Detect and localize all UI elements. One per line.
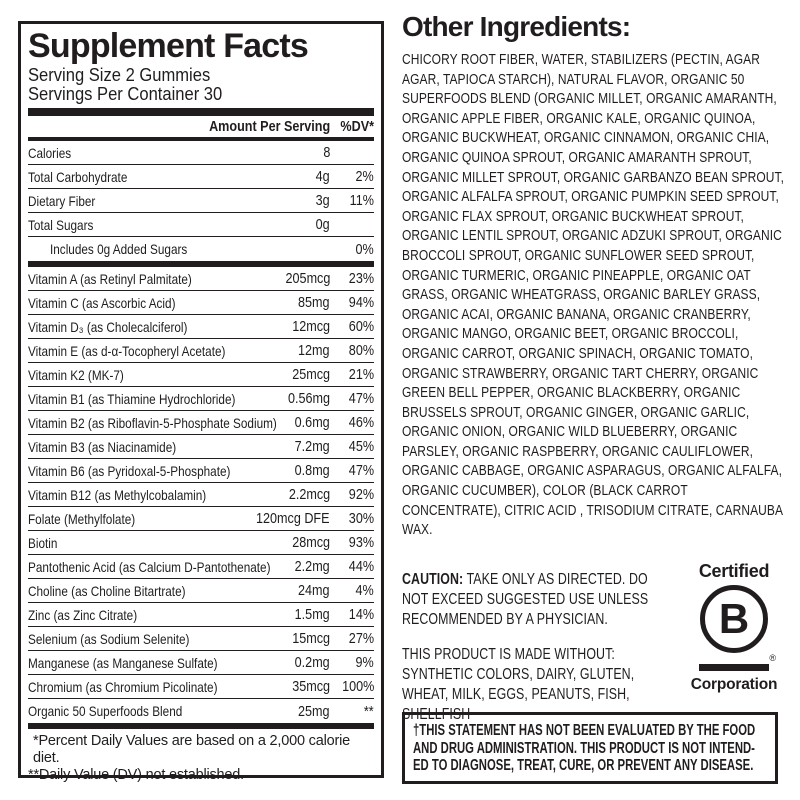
fda-disclaimer-line bbox=[413, 740, 767, 758]
nutrient-amount bbox=[238, 294, 330, 311]
nutrient-dv bbox=[330, 168, 374, 185]
nutrient-amount-text: 25mg bbox=[298, 702, 330, 720]
fda-disclaimer-line bbox=[413, 722, 767, 740]
nutrient-amount-text: 4g bbox=[315, 168, 330, 185]
nutrient-amount-text: 28mcg bbox=[292, 534, 330, 551]
nutrient-name-text: Vitamin C (as Ascorbic Acid) bbox=[28, 294, 176, 311]
nutrient-name bbox=[28, 679, 238, 695]
nutrient-amount-text: 0.2mg bbox=[294, 654, 330, 671]
nutrient-dv-text: 92% bbox=[348, 486, 374, 503]
bcorp-logo bbox=[690, 562, 778, 693]
nutrient-dv bbox=[330, 462, 374, 479]
nutrient-dv-text: 9% bbox=[355, 654, 374, 671]
nutrient-row bbox=[28, 189, 374, 213]
nutrient-amount bbox=[238, 534, 330, 551]
nutrient-name-text: Pantothenic Acid (as Calcium D-Pantothenate) bbox=[28, 558, 271, 575]
column-header-amount bbox=[28, 118, 330, 135]
nutrient-amount bbox=[238, 390, 330, 407]
nutrient-amount bbox=[238, 606, 330, 623]
nutrient-row bbox=[28, 213, 374, 237]
nutrient-amount bbox=[238, 192, 330, 209]
nutrient-dv-text: 27% bbox=[348, 630, 374, 647]
nutrient-name bbox=[28, 193, 238, 209]
nutrient-dv bbox=[330, 414, 374, 431]
nutrient-amount bbox=[238, 270, 330, 287]
nutrient-dv-text: 100% bbox=[341, 678, 374, 695]
ingredients-list: CHICORY ROOT FIBER, WATER, STABILIZERS (PECTIN, AGAR AGAR, TAPIOCA STARCH), NATURAL FLAVOR, ORGANIC 50 SUPERFOODS BLEND (ORGANIC MILLET, ORGANIC AMARANTH, ORGANIC APPLE FIBER, ORGANIC KALE, ORGANIC QUINOA, ORGANIC BUCKWHEAT, ORGANIC CINNAMON, ORGANIC CHIA, ORGANIC QUINOA SPROUT, ORGANIC AMARANTH SPROUT, ORGANIC MILLET SPROUT, ORGANIC GARBANZO BEAN SPROUT, ORGANIC ALFALFA SPROUT, ORGANIC PUMPKIN SEED SPROUT, ORGANIC FLAX SPROUT, ORGANIC BUCKWHEAT SPROUT, ORGANIC LENTIL SPROUT, ORGANIC ADZUKI SPROUT, ORGANIC BROCCOLI SPROUT, ORGANIC SUNFLOWER SEED SPROUT, ORGANIC TURMERIC, ORGANIC PINEAPPLE, ORGANIC OAT GRASS, ORGANIC WHEATGRASS, ORGANIC BARLEY GRASS, ORGANIC ACAI, ORGANIC BANANA, ORGANIC CRANBERRY, ORGANIC MANGO, ORGANIC BEET, ORGANIC BROCCOLI, ORGANIC CARROT, ORGANIC SPINACH, ORGANIC TOMATO, ORGANIC STRAWBERRY, ORGANIC TART CHERRY, ORGANIC GREEN BELL PEPPER, ORGANIC BLACKBERRY, ORGANIC BRUSSELS SPROUT, ORGANIC GINGER, ORGANIC GARLIC, ORGANIC ONION, ORGANIC WILD BLUEBERRY, ORGANIC PARSLEY, ORGANIC RASPBERRY, ORGANIC CAULIFLOWER, ORGANIC CABBAGE, ORGANIC ASPARAGUS, ORGANIC ALFALFA, ORGANIC CUCUMBER), COLOR (BLACK CARROT CONCENTRATE), CITRIC ACID , TRISODIUM CITRATE, CARNAUBA WAX. bbox=[402, 51, 785, 539]
nutrient-dv-text: 2% bbox=[355, 168, 374, 185]
fda-disclaimer-box bbox=[402, 712, 778, 784]
servings-per-container-text: Servings Per Container 30 bbox=[28, 83, 223, 104]
caution-label: CAUTION: bbox=[402, 571, 464, 588]
nutrient-amount bbox=[238, 462, 330, 479]
nutrient-dv-text: 47% bbox=[348, 390, 374, 407]
nutrient-name-text: Vitamin K2 (MK-7) bbox=[28, 366, 124, 383]
nutrient-name-text: Zinc (as Zinc Citrate) bbox=[28, 606, 138, 623]
nutrient-amount bbox=[238, 678, 330, 695]
nutrient-name bbox=[28, 487, 238, 503]
nutrient-dv bbox=[330, 486, 374, 503]
nutrient-name-text: Vitamin D₃ (as Cholecalciferol) bbox=[28, 318, 188, 335]
nutrient-name bbox=[28, 217, 238, 233]
nutrient-dv bbox=[330, 654, 374, 671]
nutrient-name-text: Vitamin B6 (as Pyridoxal-5-Phosphate) bbox=[28, 462, 231, 479]
serving-size bbox=[28, 66, 374, 85]
nutrient-row bbox=[28, 651, 374, 675]
nutrient-amount-text: 2.2mcg bbox=[288, 486, 330, 503]
nutrient-row bbox=[28, 675, 374, 699]
nutrient-row bbox=[28, 507, 374, 531]
nutrient-dv-text: 44% bbox=[348, 558, 374, 575]
nutrient-dv bbox=[330, 366, 374, 383]
nutrient-name bbox=[28, 241, 238, 257]
other-ingredients-title: Other Ingredients: bbox=[402, 11, 631, 42]
nutrient-row bbox=[28, 267, 374, 291]
nutrient-dv-text: 30% bbox=[348, 510, 374, 527]
column-header-dv bbox=[330, 118, 374, 135]
nutrient-amount bbox=[238, 144, 330, 161]
nutrient-dv-text: 47% bbox=[348, 462, 374, 479]
nutrient-dv-text: 94% bbox=[348, 294, 374, 311]
nutrient-name-text: Vitamin B1 (as Thiamine Hydrochloride) bbox=[28, 390, 236, 407]
nutrient-amount-text: 24mg bbox=[298, 582, 330, 599]
nutrient-dv bbox=[330, 390, 374, 407]
servings-per-container bbox=[28, 85, 374, 104]
nutrient-amount bbox=[238, 630, 330, 647]
nutrient-amount-text: 1.5mg bbox=[294, 606, 330, 623]
nutrient-name bbox=[28, 414, 277, 431]
nutrient-amount bbox=[238, 654, 330, 671]
nutrient-dv bbox=[330, 192, 374, 209]
footnote-percent-dv: *Percent Daily Values are based on a 2,000 calorie diet. bbox=[33, 733, 350, 766]
nutrient-row bbox=[28, 141, 374, 165]
nutrient-dv bbox=[330, 558, 374, 575]
nutrient-amount-text: 120mcg DFE bbox=[256, 510, 330, 527]
nutrient-name-text: Chromium (as Chromium Picolinate) bbox=[28, 678, 218, 695]
nutrient-name-text: Dietary Fiber bbox=[28, 192, 96, 209]
nutrient-amount-text: 7.2mg bbox=[294, 438, 330, 455]
nutrient-row bbox=[28, 579, 374, 603]
nutrient-dv-text: 4% bbox=[355, 582, 374, 599]
nutrient-name bbox=[28, 145, 238, 161]
nutrient-amount-text: 8 bbox=[322, 144, 330, 161]
nutrient-name-text: Total Sugars bbox=[28, 216, 94, 233]
nutrient-name-text: Calories bbox=[28, 144, 72, 161]
fda-disclaimer-line bbox=[413, 757, 767, 775]
nutrient-name bbox=[28, 343, 238, 359]
nutrient-name bbox=[28, 655, 238, 671]
nutrient-dv bbox=[330, 606, 374, 623]
column-header-amount-text: Amount Per Serving bbox=[208, 118, 330, 135]
divider-bar-thick bbox=[28, 108, 374, 116]
nutrient-name bbox=[28, 583, 238, 599]
nutrient-name bbox=[28, 391, 238, 407]
nutrient-name-text: Biotin bbox=[28, 534, 58, 551]
nutrient-dv-text: 93% bbox=[348, 534, 374, 551]
nutrient-row bbox=[28, 339, 374, 363]
nutrient-dv bbox=[330, 342, 374, 359]
nutrient-name bbox=[28, 511, 238, 527]
nutrient-amount bbox=[238, 703, 330, 720]
nutrient-dv-text: ** bbox=[364, 702, 374, 720]
nutrient-name-text: Folate (Methylfolate) bbox=[28, 510, 136, 527]
nutrient-amount-text: 25mcg bbox=[292, 366, 330, 383]
nutrient-dv bbox=[330, 630, 374, 647]
nutrient-name-text: Selenium (as Sodium Selenite) bbox=[28, 630, 190, 647]
nutrient-dv bbox=[330, 678, 374, 695]
nutrient-dv-text: 23% bbox=[348, 270, 374, 287]
caution-text: TAKE ONLY AS DIRECTED. DO NOT EXCEED SUGGESTED USE UNLESS RECOMMENDED BY A PHYSICIAN. bbox=[402, 571, 649, 628]
nutrient-dv bbox=[330, 534, 374, 551]
nutrient-amount-text: 12mcg bbox=[292, 318, 330, 335]
nutrient-dv bbox=[330, 438, 374, 455]
nutrient-rows bbox=[28, 141, 374, 729]
nutrient-name-text: Vitamin A (as Retinyl Palmitate) bbox=[28, 270, 192, 287]
nutrient-name bbox=[28, 631, 238, 647]
registered-trademark-symbol: ® bbox=[769, 653, 776, 663]
nutrient-amount bbox=[238, 366, 330, 383]
nutrient-amount-text: 12mg bbox=[298, 342, 330, 359]
nutrient-row bbox=[28, 165, 374, 189]
bcorp-underline-bar bbox=[699, 664, 769, 671]
nutrient-amount bbox=[238, 486, 330, 503]
nutrient-dv bbox=[330, 703, 374, 720]
other-ingredients-column bbox=[402, 4, 788, 798]
nutrient-row bbox=[28, 315, 374, 339]
nutrient-name-text: Manganese (as Manganese Sulfate) bbox=[28, 654, 218, 671]
nutrient-name-text: Organic 50 Superfoods Blend bbox=[28, 703, 183, 719]
nutrient-dv bbox=[330, 216, 374, 233]
nutrient-dv bbox=[330, 510, 374, 527]
supplement-facts-title: Supplement Facts bbox=[28, 27, 309, 65]
nutrient-row bbox=[28, 363, 374, 387]
nutrient-name bbox=[28, 271, 238, 287]
nutrient-amount-text: 0g bbox=[315, 216, 330, 233]
nutrient-name-text: Vitamin E (as d-α-Tocopheryl Acetate) bbox=[28, 342, 226, 359]
nutrient-dv-text: 46% bbox=[348, 414, 374, 431]
nutrient-dv bbox=[330, 294, 374, 311]
serving-size-text: Serving Size 2 Gummies bbox=[28, 65, 211, 85]
nutrient-dv bbox=[330, 318, 374, 335]
nutrient-row bbox=[28, 483, 374, 507]
nutrient-dv-text: 0% bbox=[355, 240, 374, 258]
nutrient-row bbox=[28, 603, 374, 627]
nutrient-row bbox=[28, 237, 374, 261]
nutrient-amount bbox=[238, 342, 330, 359]
nutrient-name bbox=[28, 463, 238, 479]
nutrient-dv bbox=[330, 582, 374, 599]
nutrient-name bbox=[28, 558, 271, 575]
column-header-dv-text: %DV* bbox=[340, 118, 374, 135]
nutrient-amount bbox=[238, 318, 330, 335]
nutrient-row bbox=[28, 531, 374, 555]
table-header bbox=[28, 116, 374, 137]
nutrient-name-text: Vitamin B12 (as Methylcobalamin) bbox=[28, 486, 207, 503]
daily-value-footnotes bbox=[28, 733, 374, 784]
divider-bar-thick bbox=[28, 723, 374, 729]
nutrient-name bbox=[28, 295, 238, 311]
nutrient-row bbox=[28, 435, 374, 459]
nutrient-amount-text: 2.2mg bbox=[294, 558, 330, 575]
nutrient-amount bbox=[238, 168, 330, 185]
bcorp-corporation-text: Corporation bbox=[690, 676, 778, 693]
nutrient-name bbox=[28, 535, 238, 551]
footnote-dv-not-established: **Daily Value (DV) not established. bbox=[28, 767, 244, 783]
nutrient-name bbox=[28, 319, 238, 335]
nutrient-amount-text: 3g bbox=[315, 192, 330, 209]
bcorp-certified-text: Certified bbox=[698, 561, 770, 581]
nutrient-row bbox=[28, 627, 374, 651]
nutrient-name-text: Total Carbohydrate bbox=[28, 168, 128, 185]
nutrient-amount bbox=[238, 582, 330, 599]
fda-disclaimer-line-text: AND DRUG ADMINISTRATION. THIS PRODUCT IS NOT INTEND- bbox=[413, 739, 755, 757]
nutrient-name-text: Vitamin B3 (as Niacinamide) bbox=[28, 438, 177, 455]
nutrient-name-text: Includes 0g Added Sugars bbox=[50, 241, 188, 257]
nutrient-row bbox=[28, 459, 374, 483]
caution-paragraph bbox=[402, 570, 672, 630]
supplement-facts-panel bbox=[18, 21, 384, 783]
nutrient-dv-text: 45% bbox=[348, 438, 374, 455]
nutrient-dv-text: 60% bbox=[348, 318, 374, 335]
nutrient-amount-text: 35mcg bbox=[292, 678, 330, 695]
bcorp-letter-b: B bbox=[718, 595, 750, 642]
nutrient-name bbox=[28, 607, 238, 623]
nutrient-amount bbox=[238, 438, 330, 455]
nutrient-name-text: Choline (as Choline Bitartrate) bbox=[28, 582, 186, 599]
nutrient-dv bbox=[330, 241, 374, 258]
nutrient-dv-text: 14% bbox=[348, 606, 374, 623]
nutrient-row bbox=[28, 291, 374, 315]
nutrient-name bbox=[28, 367, 238, 383]
nutrient-amount bbox=[238, 216, 330, 233]
nutrient-row bbox=[28, 387, 374, 411]
nutrient-name-text: Vitamin B2 (as Riboflavin-5-Phosphate Sodium) bbox=[28, 414, 277, 431]
nutrient-row bbox=[28, 555, 374, 579]
nutrient-amount bbox=[238, 510, 330, 527]
nutrient-amount-text: 205mcg bbox=[285, 270, 330, 287]
nutrient-amount-text: 0.8mg bbox=[294, 462, 330, 479]
fda-disclaimer-line-text: †THIS STATEMENT HAS NOT BEEN EVALUATED BY THE FOOD bbox=[413, 722, 756, 739]
nutrient-row bbox=[28, 411, 374, 435]
made-without-paragraph: THIS PRODUCT IS MADE WITHOUT: SYNTHETIC COLORS, DAIRY, GLUTEN, WHEAT, MILK, EGGS, PEANUTS, FISH, SHELLFISH bbox=[402, 646, 635, 723]
nutrient-amount-text: 85mg bbox=[298, 294, 330, 311]
nutrient-dv bbox=[330, 270, 374, 287]
nutrient-amount-text: 0.56mg bbox=[287, 390, 330, 407]
nutrient-dv-text: 11% bbox=[349, 192, 374, 209]
nutrient-name bbox=[28, 439, 238, 455]
nutrient-dv-text: 21% bbox=[348, 366, 374, 383]
nutrient-amount-text: 0.6mg bbox=[294, 414, 330, 431]
nutrient-dv-text: 80% bbox=[348, 342, 374, 359]
nutrient-amount bbox=[238, 241, 330, 258]
fda-disclaimer-line-text: ED TO DIAGNOSE, TREAT, CURE, OR PREVENT ANY DISEASE. bbox=[413, 757, 754, 774]
fda-disclaimer-text bbox=[413, 722, 767, 775]
nutrient-row bbox=[28, 699, 374, 723]
bcorp-circle-b-icon bbox=[700, 585, 768, 653]
nutrient-dv bbox=[330, 144, 374, 161]
nutrient-name bbox=[28, 703, 238, 719]
nutrient-name bbox=[28, 169, 238, 185]
nutrient-amount-text: 15mcg bbox=[292, 630, 330, 647]
